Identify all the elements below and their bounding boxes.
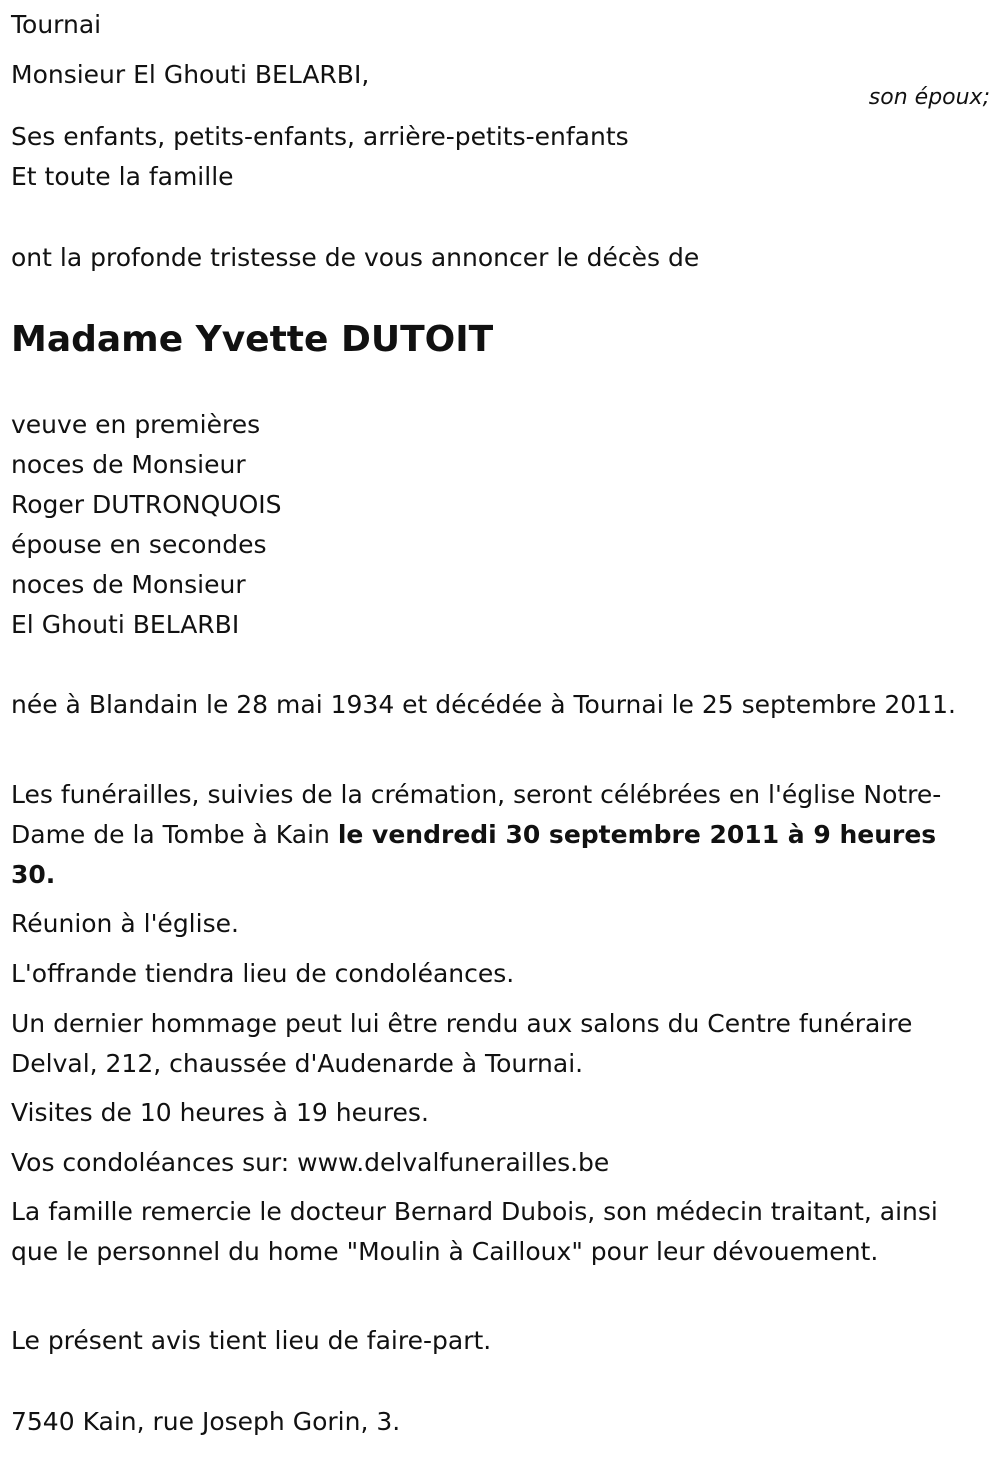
address-text: 7540 Kain, rue Joseph Gorin, 3.: [11, 1407, 401, 1436]
detail-line: El Ghouti BELARBI: [11, 610, 240, 639]
detail-line: noces de Monsieur: [11, 450, 246, 479]
family-line-2: Et toute la famille: [11, 162, 234, 191]
visits-note: Visites de 10 heures à 19 heures.: [11, 1098, 429, 1127]
detail-line: Roger DUTRONQUOIS: [11, 490, 282, 519]
family-line-1: Ses enfants, petits-enfants, arrière-petits-enfants: [11, 122, 629, 151]
city-heading: Tournai: [11, 10, 102, 39]
detail-line: épouse en secondes: [11, 530, 267, 559]
funeral-intro: Les funérailles, suivies de la crémation, seront célébrées en l'église Notre-Dame de la Tombe à Kain: [11, 780, 942, 849]
condolences-link: Vos condoléances sur: www.delvalfunerailles.be: [11, 1148, 610, 1177]
offering-note: L'offrande tiendra lieu de condoléances.: [11, 959, 515, 988]
funeral-date: le vendredi 30 septembre 2011 à 9 heures 30.: [11, 820, 937, 889]
meeting-note: Réunion à l'église.: [11, 909, 239, 938]
notice-text: Le présent avis tient lieu de faire-part.: [11, 1326, 492, 1355]
detail-line: veuve en premières: [11, 410, 261, 439]
spouse-role: son époux;: [868, 85, 990, 110]
tribute-paragraph: Un dernier hommage peut lui être rendu aux salons du Centre funéraire Delval, 212, chaussée d'Audenarde à Tournai.: [11, 1009, 913, 1078]
thanks-paragraph: La famille remercie le docteur Bernard Dubois, son médecin traitant, ainsi que le personnel du home "Moulin à Cailloux" pour leur dévouement.: [11, 1197, 938, 1266]
birth-death-dates: née à Blandain le 28 mai 1934 et décédée à Tournai le 25 septembre 2011.: [11, 690, 956, 719]
funeral-paragraph: [11, 775, 986, 895]
spouse-name: Monsieur El Ghouti BELARBI,: [11, 60, 370, 89]
detail-line: noces de Monsieur: [11, 570, 246, 599]
announcement-text: ont la profonde tristesse de vous annoncer le décès de: [11, 243, 700, 272]
deceased-name: Madame Yvette DUTOIT: [11, 319, 494, 360]
